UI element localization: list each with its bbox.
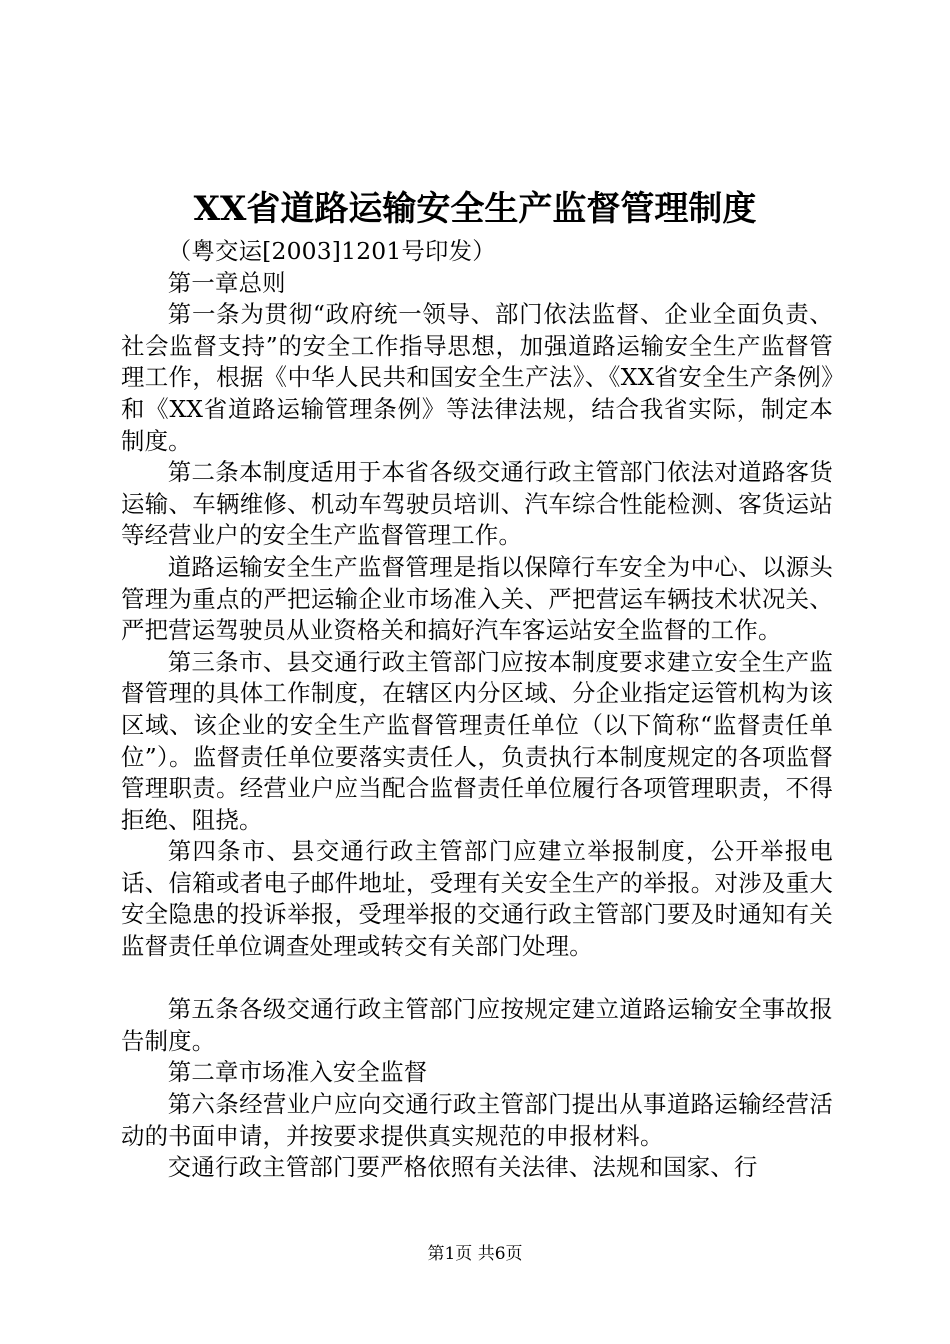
article-paragraph: 交通行政主管部门要严格依照有关法律、法规和国家、行: [167, 1153, 758, 1182]
document-body: [121, 236, 833, 1184]
article-paragraph: 第三条市、县交通行政主管部门应按本制度要求建立安全生产监督管理的具体工作制度，在辖区内分区域、分企业指定运管机构为该区域、该企业的安全生产监督管理责任单位（以下简称“监督责任单位”）。监督责任单位要落实责任人，负责执行本制度规定的各项监督管理职责。经营业户应当配合监督责任单位履行各项管理职责，不得拒绝、阻挠。: [121, 647, 833, 834]
article-paragraph: 第五条各级交通行政主管部门应按规定建立道路运输安全事故报告制度。: [121, 995, 833, 1055]
chapter-heading: 第二章市场准入安全监督: [167, 1058, 428, 1087]
article-paragraph: 第一条为贯彻“政府统一领导、部门依法监督、企业全面负责、社会监督支持”的安全工作指导思想，加强道路运输安全生产监督管理工作，根据《中华人民共和国安全生产法》、《XX省安全生产条例》和《XX省道路运输管理条例》等法律法规，结合我省实际，制定本制度。: [121, 300, 833, 455]
chapter-heading: 第一章总则: [167, 268, 286, 297]
article-paragraph: 道路运输安全生产监督管理是指以保障行车安全为中心、以源头管理为重点的严把运输企业市场准入关、严把营运车辆技术状况关、严把营运驾驶员从业资格关和搞好汽车客运站安全监督的工作。: [121, 552, 833, 645]
document-subtitle: （粤交运[2003]1201号印发）: [167, 237, 496, 265]
article-paragraph: 第六条经营业户应向交通行政主管部门提出从事道路运输经营活动的书面申请，并按要求提供真实规范的申报材料。: [121, 1090, 833, 1150]
article-paragraph: 第二条本制度适用于本省各级交通行政主管部门依法对道路客货运输、车辆维修、机动车驾驶员培训、汽车综合性能检测、客货运站等经营业户的安全生产监督管理工作。: [121, 458, 833, 550]
article-paragraph: 第四条市、县交通行政主管部门应建立举报制度，公开举报电话、信箱或者电子邮件地址，受理有关安全生产的举报。对涉及重大安全隐患的投诉举报，受理举报的交通行政主管部门要及时通知有关监督责任单位调查处理或转交有关部门处理。: [121, 837, 833, 961]
document-title: XX省道路运输安全生产监督管理制度: [193, 189, 757, 229]
page-number: 第1页 共6页: [427, 1244, 523, 1264]
